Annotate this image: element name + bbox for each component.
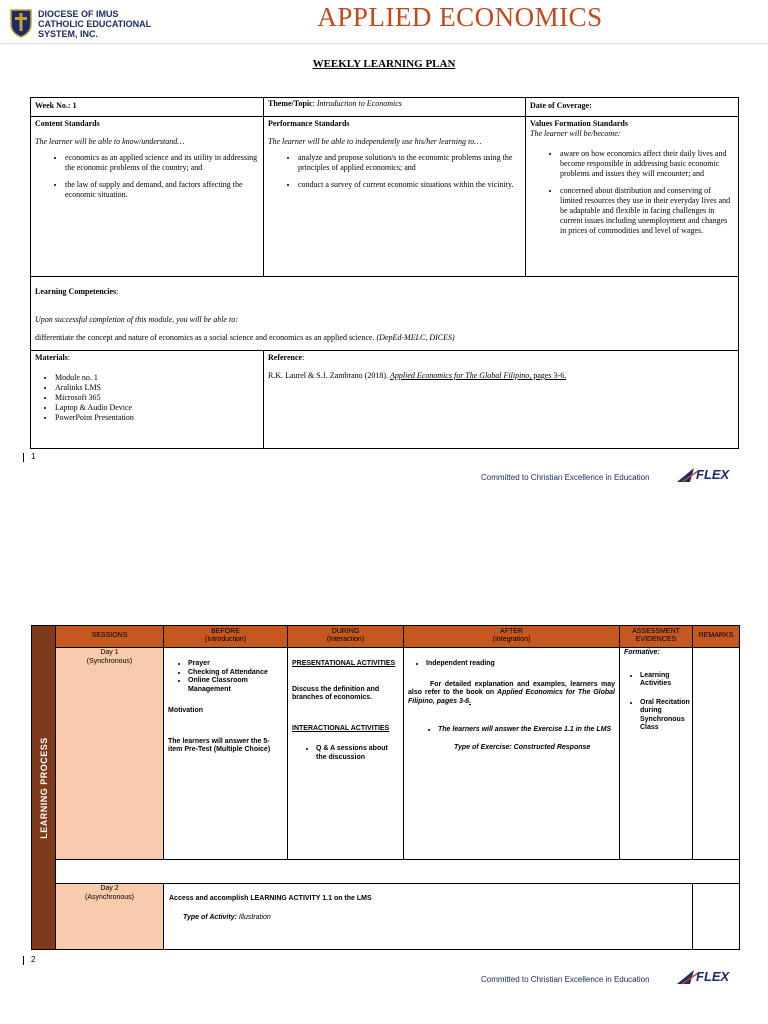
day1-mode: (Synchronous)	[86, 657, 133, 665]
day2-mode: (Asynchronous)	[84, 893, 135, 901]
week-cell	[30, 97, 264, 117]
day2-activity-cell	[163, 883, 693, 950]
list-item: • analyze and propose solution/s to the economic problems using the principles of applied economics; and	[298, 153, 521, 173]
header-assessment-title: ASSESSMENT	[632, 628, 680, 635]
list-item: • Oral Recitation during Synchronous Class	[640, 699, 690, 733]
org-line: CATHOLIC EDUCATIONAL	[38, 19, 152, 29]
page-number-bar	[23, 453, 24, 462]
competencies-ref: (DepEd-MELC, DICES)	[376, 333, 455, 342]
list-item: • The learners will answer the Exercise 1.1 in the LMS	[438, 726, 615, 735]
week-value: 1	[72, 101, 77, 110]
organization-name	[38, 9, 151, 39]
list-item: • concerned about distribution and conserving of limited resources they use in their everyday lives and be adaptable and flexible in facing challenges in current issues including unemployment and changes in prices of commodities and level of wages.	[560, 186, 734, 236]
list-item: • Checking of Attendance	[188, 669, 283, 678]
competencies-intro: Upon successful completion of this module, you will be able to:	[35, 315, 238, 324]
assessment-label: Formative:	[624, 649, 660, 656]
reference-label: Reference	[268, 353, 303, 362]
competencies-label: Learning Competencies	[35, 287, 117, 296]
performance-standards-cell	[263, 116, 526, 277]
reference-book-title: Applied Economics for The Global Filipino	[389, 371, 530, 380]
list-item: • conduct a survey of current economic situations within the vicinity.	[298, 180, 521, 190]
day1-assessment-cell	[619, 647, 693, 860]
header-remarks: REMARKS	[692, 625, 740, 648]
day2-session-cell	[55, 883, 164, 950]
org-line: DIOCESE OF IMUS	[38, 9, 119, 19]
list-item: • economics as an applied science and its utility in addressing the economic problems of the country; and	[65, 153, 259, 173]
day1-after-cell	[403, 647, 620, 860]
day2-activity-text: Access and accomplish LEARNING ACTIVITY 1.1 on the LMS	[169, 895, 372, 902]
day2-type-value: Illustration	[238, 913, 271, 921]
performance-standards-label: Performance Standards	[268, 119, 350, 128]
page-number: 2	[31, 955, 36, 964]
after-para-prefix: For detailed explanation and examples, learners may also refer to the book on	[408, 680, 615, 696]
values-standards-cell	[525, 116, 739, 277]
theme-cell: Theme/Topic: Introduction to Economics	[263, 97, 526, 117]
after-exercise-type: Type of Exercise: Constructed Response	[454, 743, 591, 751]
week-label: Week No.:	[35, 101, 71, 110]
values-standards-intro: The learner will be/become:	[530, 129, 621, 138]
day1-session-cell	[55, 647, 164, 860]
flex-logo-text: FLEX	[696, 467, 730, 482]
presentational-text: Discuss the definition and branches of economics.	[292, 685, 380, 701]
list-item: • Online Classroom Management	[188, 677, 283, 694]
list-item: • Independent reading	[426, 660, 615, 669]
day1-label: Day 1	[100, 649, 119, 656]
materials-label: Materials	[35, 353, 68, 362]
header-after-subtitle: (Integration)	[492, 636, 531, 643]
list-item: • Prayer	[188, 660, 283, 669]
header-before	[163, 625, 288, 648]
footer-tagline: Committed to Christian Excellence in Education	[481, 975, 650, 984]
list-item: • aware on how economics affect their daily lives and become responsible in addressing basic economic problems and issues they will encounter; and	[560, 149, 734, 179]
footer-tagline: Committed to Christian Excellence in Education	[481, 473, 650, 482]
day1-before-cell	[163, 647, 288, 860]
content-standards-label: Content Standards	[35, 119, 100, 128]
header-during-subtitle: (Interaction)	[326, 636, 365, 643]
day1-remarks-cell	[692, 647, 740, 860]
values-standards-label: Values Formation Standards	[530, 119, 628, 128]
coverage-cell	[525, 97, 739, 117]
theme-label: Theme/Topic	[268, 99, 313, 108]
header-after	[403, 625, 620, 648]
competencies-text: differentiate the concept and nature of economics as a social science and economics as an applied science.	[35, 333, 375, 342]
list-item: • PowerPoint Presentation	[55, 413, 259, 423]
after-para-book-title: Applied Economics for The Global Filipino, pages 3-6	[408, 689, 615, 705]
list-item: • the law of supply and demand, and factors affecting the economic situation.	[65, 180, 259, 200]
page-number: 1	[31, 452, 36, 461]
list-item: • Laptop & Audio Device	[55, 403, 259, 413]
learning-process-label: LEARNING PROCESS	[38, 736, 49, 839]
pretest-text: The learners will answer the 5-item Pre-Test (Multiple Choice)	[168, 737, 271, 753]
after-para-suffix: .	[469, 697, 472, 705]
content-standards-intro: The learner will be able to know/understand…	[35, 137, 185, 146]
flex-logo-text: FLEX	[696, 969, 730, 984]
list-item: • Learning Activities	[640, 672, 690, 689]
spacer-row	[55, 859, 740, 884]
subject-title: APPLIED ECONOMICS	[317, 2, 603, 32]
day2-label: Day 2	[100, 885, 119, 892]
competencies-cell: Learning Competencies: Upon successful completion of this module, you will be able to: differentiate the concept and nature of economics as a social science and economics as an applied science. (DepEd-MELC, DICES)	[30, 276, 739, 351]
after-reading-paragraph	[408, 681, 615, 707]
header-assessment-subtitle: EVIDENCES	[635, 636, 677, 643]
list-item: • Module no. 1	[55, 373, 259, 383]
flex-logo	[676, 465, 732, 485]
coverage-label: Date of Coverage:	[530, 101, 592, 110]
presentational-heading: PRESENTATIONAL ACTIVITIES	[292, 660, 396, 667]
day2-remarks-cell	[692, 883, 740, 950]
header-assessment	[619, 625, 693, 648]
org-line: SYSTEM, INC.	[38, 29, 99, 39]
interactional-heading: INTERACTIONAL ACTIVITIES	[292, 724, 390, 732]
flex-logo	[676, 967, 732, 987]
header-before-title: BEFORE	[211, 628, 240, 635]
reference-pages: , pages 3-6.	[529, 371, 567, 380]
content-standards-cell	[30, 116, 264, 277]
day2-type-label: Type of Activity:	[183, 913, 237, 921]
list-item: • Aralinks LMS	[55, 383, 259, 393]
list-item: • Microsoft 365	[55, 393, 259, 403]
performance-standards-intro: The learner will be able to independently use his/her learning to…	[268, 137, 482, 146]
header-after-title: AFTER	[500, 628, 523, 635]
header-during	[287, 625, 404, 648]
motivation-label: Motivation	[168, 707, 203, 714]
header-before-subtitle: (Introduction)	[204, 636, 247, 643]
day1-during-cell	[287, 647, 404, 860]
list-item: • Q & A sessions about the discussion	[316, 745, 399, 762]
materials-cell: Materials: • Module no. 1 • Aralinks LMS • Microsoft 365 • Laptop & Audio Device • PowerPoint Presentation	[30, 350, 264, 449]
header-divider	[0, 43, 768, 44]
page-number-bar	[23, 956, 24, 965]
learning-process-sidebar	[31, 625, 56, 950]
reference-cell: Reference: R.K. Laurel & S.J. Zambrano (2018). Applied Economics for The Global Filipino, pages 3-6.	[263, 350, 739, 449]
diocese-logo-icon	[8, 6, 34, 38]
header-during-title: DURING	[331, 628, 360, 635]
header-sessions: SESSIONS	[55, 625, 164, 648]
theme-value: Introduction to Economics	[316, 99, 402, 108]
document-title: WEEKLY LEARNING PLAN	[312, 58, 456, 70]
reference-authors: R.K. Laurel & S.J. Zambrano (2018).	[268, 371, 388, 380]
